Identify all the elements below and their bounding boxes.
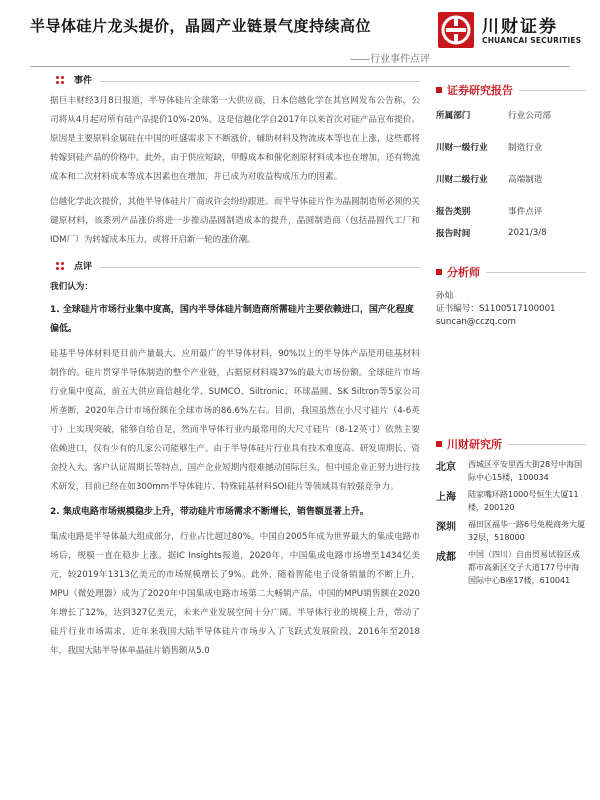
analyst-name: 孙灿 [436,291,454,301]
analyst-cert: 证书编号：S1100517100001 [436,304,556,314]
info-value: 行业公司部 [508,111,551,121]
research-heading: 川财研究所 [447,438,502,451]
logo-text-cn: 川财证券 [482,17,558,37]
point-2-heading: 2. 集成电路市场规模稳步上升，带动硅片市场需求不断增长，销售额显著上升。 [50,507,369,517]
info-key: 报告时间 [436,229,471,239]
info-value: 制造行业 [508,143,543,153]
square-bullet-icon [436,269,442,275]
logo-emblem-icon [438,12,474,48]
info-row-report-type [436,200,586,222]
report-subtitle: ——行业事件点评 [350,54,430,65]
info-row-industry-l2 [436,168,586,190]
section-dots-icon [56,262,66,272]
office-city: 成都 [436,552,456,563]
event-section-header [50,70,420,92]
event-paragraph-1: 据巨丰财经3月8日报道，半导体硅片全球第一大供应商，日本信越化学在其官网发布公告称，公司将从4月起对所有硅产品提价10%-20%。这是信越化学自2017年以来首次对硅产品宣布提价。原因是主要原料金属硅在中国的旺盛需求下不断涨价，辅助材料及物流成本等也在上涨，这些都将转嫁到硅产品的价格中。此外，由于供应短缺，甲醇成本和催化剂原材料成本也在增加，还有物流成本和二次材料成本等成本因素也在增加，并已成为对收益构成压力的因素。 [50,96,420,182]
section-dots-icon [56,76,66,86]
office-city: 北京 [436,462,456,473]
analyst-header [436,262,586,282]
info-value: 事件点评 [508,207,543,217]
office-city: 上海 [436,492,456,503]
comment-intro: 我们认为： [50,282,93,292]
info-row-industry-l1 [436,136,586,158]
report-info-header [436,80,586,100]
logo-text-en: CHUANCAI SECURITIES [482,36,582,45]
office-city: 深圳 [436,522,456,533]
point-1-paragraph: 硅基半导体材料是目前产量最大、应用最广的半导体材料，90%以上的半导体产品是用硅基材料制作的。硅片贯穿半导体制造的整个产业链，占据原材料端37%的最大市场份额。全球硅片市场行业集中度高，前五大供应商信越化学、SUMCO、Siltronic、环球晶圆、SK Siltron等5家公司所垄断，2020年合计市场份额在全球市场的86.6%左右。目前，我国虽然在小尺寸硅片（4-6英寸）上实现突破，能够自给自足，然而半导体行业内最常用的大尺寸硅片（8-12英寸）依然主要依赖进口，仅有少有的几家公司能够生产。由于半导体硅片行业具有技术难度高、研发周期长、资金投入大、客户认证周期长等特点，国产企业短期内很难撼动国际巨头，但中国企业正努力进行技术研发，目前已经在如300mm半导体硅片、特殊硅基材料SOI硅片等领域具有较强竞争力。 [50,349,420,492]
office-address: 中国（四川）自由贸易试验区成都市高新区交子大道177号中海国际中心B座17楼，610041 [468,550,580,585]
info-row-department [436,104,586,126]
office-shanghai [436,488,586,514]
square-bullet-icon [436,87,442,93]
analyst-panel [436,262,586,329]
company-logo [438,8,600,52]
info-key: 川财一级行业 [436,143,488,153]
comment-section-header [50,256,420,278]
office-shenzhen [436,518,586,544]
office-address: 西城区平安里西大街28号中海国际中心15楼，100034 [468,460,583,482]
report-title: 半导体硅片龙头提价，晶圆产业链景气度持续高位 [30,17,372,35]
info-key: 报告类别 [436,207,471,217]
report-info-heading: 证券研究报告 [447,84,513,97]
info-value: 高端制造 [508,175,543,185]
research-institute-panel [436,434,586,591]
info-row-report-date [436,222,586,244]
info-value: 2021/3/8 [508,228,547,238]
analyst-heading: 分析师 [447,266,480,279]
event-heading: 事件 [74,75,93,86]
office-beijing [436,458,586,484]
comment-heading: 点评 [74,261,93,272]
report-info-panel [436,80,586,244]
analyst-email[interactable]: suncan@cczq.com [436,317,516,327]
square-bullet-icon [436,441,442,447]
main-column [50,70,420,667]
office-chengdu [436,548,586,587]
point-1-heading: 1. 全球硅片市场行业集中度高，国内半导体硅片制造商所需硅片主要依赖进口，国产化程度偏低。 [50,305,414,334]
point-2-paragraph: 集成电路是半导体最大组成部分，行业占比超过80%。中国自2005年成为世界最大的集成电路市场后，规模一直在稳步上涨。据IC Insights报道，2020年，中国集成电路市场增至1434亿美元，较2019年1313亿美元的市场规模增长了9%。此外，随着智能电子设备销量的不断上升，MPU（微处理器）成为了2020年中国集成电路市场第二大畅销产品，中国的MPU销售额在2020年增长了12%，达到327亿美元，未来产业发展空间十分广阔。半导体行业的规模上升，带动了硅片行业市场需求，近年来我国大陆半导体硅片市场步入了飞跃式发展阶段，2016年至2018年，我国大陆半导体单晶硅片销售额从5.0 [50,532,420,656]
office-address: 陆家嘴环路1000号恒生大厦11楼，200120 [468,490,579,512]
research-header [436,434,586,454]
info-key: 川财二级行业 [436,175,488,185]
header-divider [30,66,570,67]
office-address: 福田区福华一路6号免税商务大厦32层，518000 [468,520,586,542]
info-key: 所属部门 [436,111,471,121]
event-paragraph-2: 信越化学此次提价，其他半导体硅片厂商或许会纷纷跟进。而半导体硅片作为晶圆制造所必须的关键原材料，该系列产品涨价将进一步推动晶圆制造成本的提升，晶圆制造商（包括晶圆代工厂和IDM厂）为转嫁成本压力，或将开启新一轮的涨价潮。 [50,197,420,245]
